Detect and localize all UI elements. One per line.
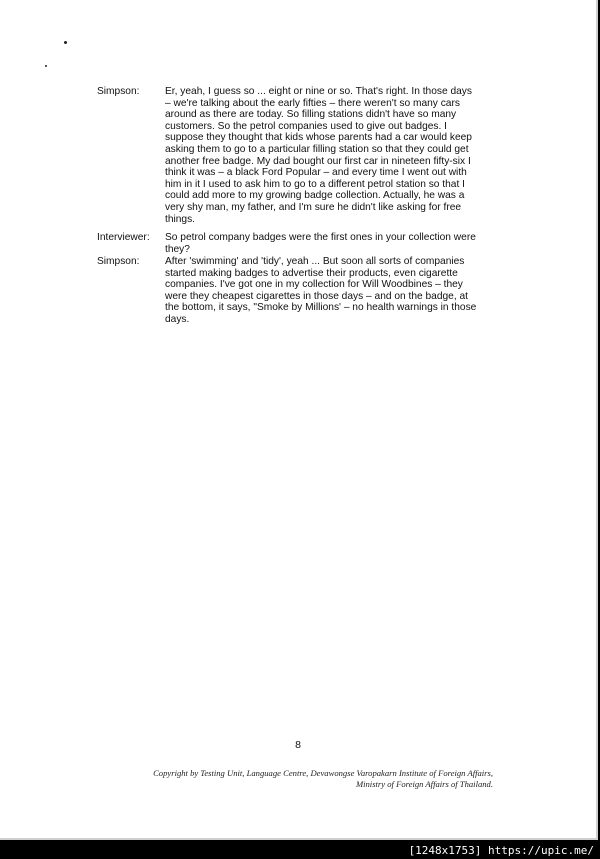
transcript-line: around as there are today. So filling stations didn't have so many: [165, 109, 457, 121]
speaker-label: Simpson:: [97, 86, 140, 97]
transcript-line: things.: [165, 213, 196, 225]
transcript-line: After 'swimming' and 'tidy', yeah ... But soon all sorts of companies: [165, 256, 465, 267]
transcript-line: very shy man, my father, and I'm sure he didn't like asking for free: [165, 202, 462, 213]
transcript-line: think it was – a black Ford Popular – and every time I went out with: [165, 167, 467, 179]
transcript-line: another free badge. My dad bought our first car in nineteen fifty-six I: [165, 155, 471, 167]
transcript-line: days.: [165, 314, 190, 325]
speaker-label: Simpson:: [97, 256, 140, 267]
image-host-watermark: [1248x1753] https://upic.me/: [408, 844, 594, 857]
footer-ministry: Ministry of Foreign Affairs of Thailand.: [355, 779, 493, 789]
transcript-line: So petrol company badges were the first ones in your collection were: [165, 232, 476, 243]
transcript-line: him in it I used to ask him to go to a different petrol station so that I: [165, 178, 465, 190]
transcript-line: – we're talking about the early fifties – there weren't so many cars: [165, 97, 460, 109]
transcript-line: they?: [165, 243, 190, 255]
transcript-line: could add more to my growing badge collection. Actually, he was a: [165, 190, 465, 202]
transcript-line: the bottom, it says, "Smoke by Millions' – no health warnings in those: [165, 302, 477, 314]
page-number: 8: [295, 739, 301, 751]
transcript-line: suppose they thought that kids whose parents had a car would keep: [165, 132, 472, 144]
transcript-line: asking them to go to a particular filling station so that they could get: [165, 144, 469, 155]
transcript-line: started making badges to advertise their products, even cigarette: [165, 267, 458, 279]
footer-copyright: Copyright by Testing Unit, Language Centre, Devawongse Varopakarn Institute of Foreign Affairs,: [153, 768, 493, 778]
speaker-label: Interviewer:: [97, 232, 150, 243]
transcript-line: were they cheapest cigarettes in those days – and on the badge, at: [165, 290, 468, 302]
speck-mark: [45, 65, 47, 67]
transcript-line: Er, yeah, I guess so ... eight or nine or so. That's right. In those days: [165, 86, 472, 97]
transcript-line: customers. So the petrol companies used to give out badges. I: [165, 120, 448, 132]
speck-mark: [64, 41, 67, 44]
transcript-line: companies. I've got one in my collection for Will Woodbines – they: [165, 279, 463, 291]
